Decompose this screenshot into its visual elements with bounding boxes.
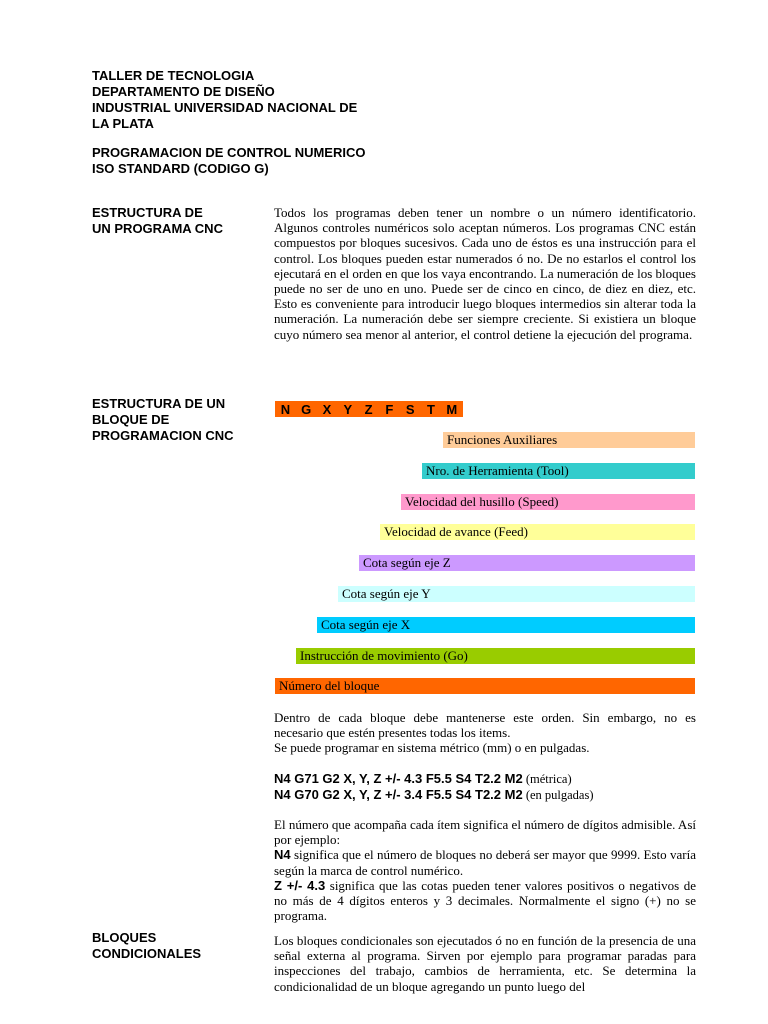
bar-label: Funciones Auxiliares: [447, 432, 558, 447]
code-example-inch: [274, 787, 714, 803]
bar-husillo: [401, 494, 695, 510]
document-header: [92, 68, 432, 132]
bar-cota-x: [317, 617, 695, 633]
section-heading-bloques-condicionales: [92, 930, 262, 962]
block-letter: X: [322, 401, 332, 417]
block-letter: Z: [364, 401, 373, 417]
code-note: (en pulgadas): [522, 788, 594, 802]
code-example-metric: [274, 771, 714, 787]
code-text: N4 G71 G2 X, Y, Z +/- 4.3 F5.5 S4 T2.2 M2: [274, 771, 523, 786]
bar-numero-bloque: [275, 678, 695, 694]
bar-label: Instrucción de movimiento (Go): [300, 648, 468, 663]
bar-label: Nro. de Herramienta (Tool): [426, 463, 569, 478]
n4-code: N4: [274, 847, 291, 863]
bar-avance: [380, 524, 695, 540]
heading-line: BLOQUE DE: [92, 412, 170, 427]
bar-movimiento: [296, 648, 695, 664]
block-letter: M: [446, 401, 458, 417]
block-letter: S: [405, 401, 415, 417]
bar-funciones-auxiliares: [443, 432, 695, 448]
paragraph-digitos: [274, 817, 696, 923]
code-note: (métrica): [522, 772, 572, 786]
block-letter: G: [301, 401, 312, 417]
bar-label: Cota según eje Z: [363, 555, 451, 570]
n4-text: significa que el número de bloques no deberá ser mayor que 9999. Esto varía según la marca de control numérico.: [274, 847, 696, 878]
block-letter: T: [427, 401, 435, 417]
header-line: INDUSTRIAL UNIVERSIDAD NACIONAL DE: [92, 100, 358, 115]
digits-text: El número que acompaña cada ítem significa el número de dígitos admisible. Así por ejemplo:: [274, 817, 696, 848]
bar-label: Cota según eje X: [321, 617, 411, 632]
n4-explanation: [274, 847, 696, 877]
block-letters-bar: [275, 401, 463, 417]
bar-cota-y: [338, 586, 695, 602]
bar-label: Número del bloque: [279, 678, 380, 693]
bar-cota-z: [359, 555, 695, 571]
header-line: LA PLATA: [92, 116, 154, 131]
title-line: ISO STANDARD (CODIGO G): [92, 161, 269, 176]
section-heading-estructura-bloque: [92, 396, 262, 444]
order-text: Dentro de cada bloque debe mantenerse este orden. Sin embargo, no es necesario que estén presentes todas los items.: [274, 710, 696, 741]
block-letter: N: [280, 401, 291, 417]
block-letter: F: [385, 401, 394, 417]
paragraph-estructura-programa: Todos los programas deben tener un nombre o un número identificatorio. Algunos controles numéricos solo aceptan números. Los programas CNC están compuestos por bloques sucesivos. Cada uno de éstos es una instrucción para el control. Los bloques pueden estar numerados ó no. De no estarlos el control los ejecutará en el orden en que los vaya encontrando. La numeración de los bloques puede no ser de uno en uno. Puede ser de cinco en cinco, de diez en diez, etc. Esto es conveniente para introducir luego bloques intermedios sin alterar toda la numeración. La numeración debe ser siempre creciente. Si existiera un bloque cuyo número sea menor al anterior, el control detiene la ejecución del programa.: [274, 205, 696, 342]
header-line: DEPARTAMENTO DE DISEÑO: [92, 84, 275, 99]
z-code: Z +/- 4.3: [274, 877, 326, 893]
bar-herramienta: [422, 463, 695, 479]
title-line: PROGRAMACION DE CONTROL NUMERICO: [92, 145, 366, 160]
block-letter: Y: [343, 401, 353, 417]
z-explanation: [274, 878, 696, 924]
section-heading-estructura-programa: [92, 205, 262, 237]
heading-line: UN PROGRAMA CNC: [92, 221, 223, 236]
heading-line: ESTRUCTURA DE: [92, 205, 203, 220]
heading-line: ESTRUCTURA DE UN: [92, 396, 226, 411]
heading-line: BLOQUES: [92, 930, 157, 945]
paragraph-orden: [274, 710, 696, 756]
paragraph-bloques-condicionales: Los bloques condicionales son ejecutados ó no en función de la presencia de una señal externa al programa. Sirven por ejemplo para programar paradas para inspecciones del trabajo, cambios de herramienta, etc. Se determina la condicionalidad de un bloque agregando un punto luego del: [274, 933, 696, 994]
units-text: Se puede programar en sistema métrico (mm) o en pulgadas.: [274, 740, 590, 756]
document-title: [92, 145, 432, 177]
z-text: significa que las cotas pueden tener valores positivos o negativos de no más de 4 dígitos enteros y 3 decimales. Normalmente el signo (+) no se programa.: [274, 877, 696, 924]
header-line: TALLER DE TECNOLOGIA: [92, 68, 255, 83]
code-text: N4 G70 G2 X, Y, Z +/- 3.4 F5.5 S4 T2.2 M2: [274, 787, 523, 802]
bar-label: Cota según eje Y: [342, 586, 431, 601]
bar-label: Velocidad de avance (Feed): [384, 524, 529, 539]
bar-label: Velocidad del husillo (Speed): [405, 494, 559, 509]
heading-line: PROGRAMACION CNC: [92, 428, 234, 443]
heading-line: CONDICIONALES: [92, 946, 202, 961]
